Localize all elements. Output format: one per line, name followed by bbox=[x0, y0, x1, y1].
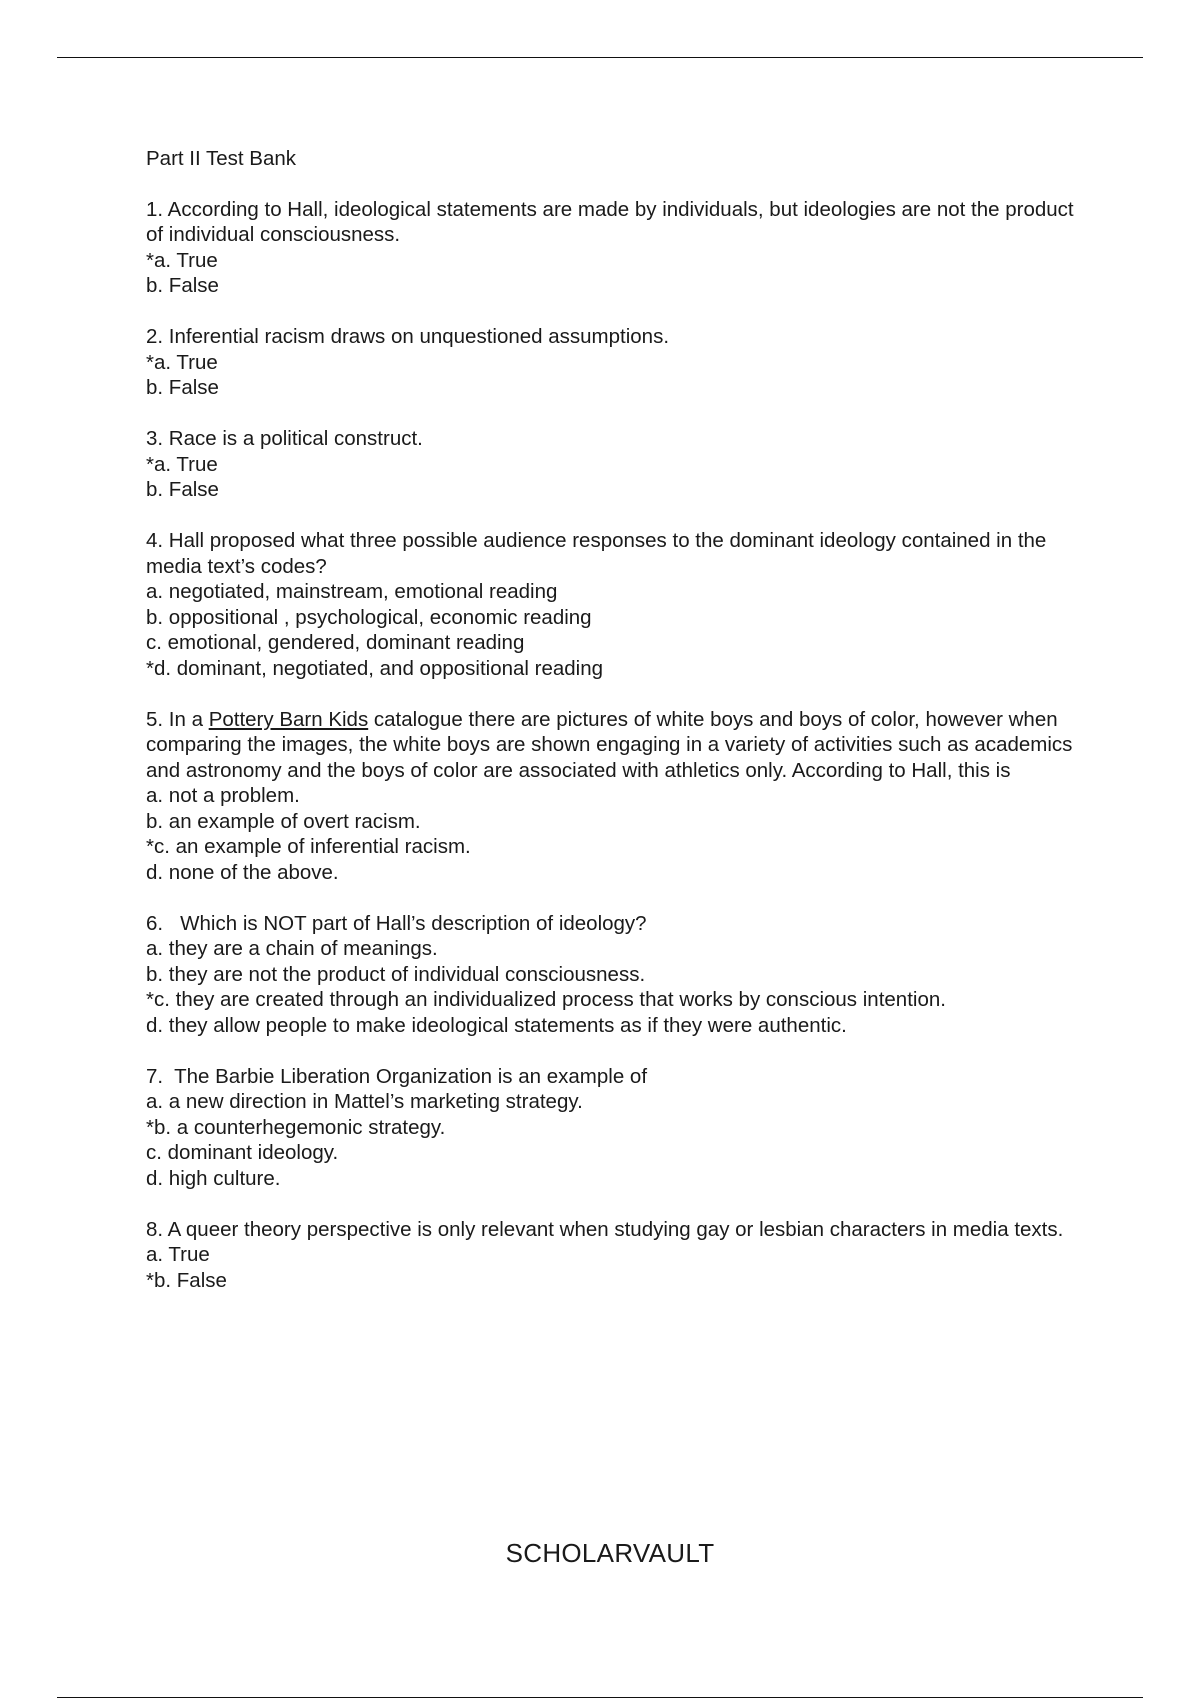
answer-options bbox=[146, 350, 1086, 401]
answer-option: b. False bbox=[146, 274, 219, 297]
answer-options bbox=[146, 248, 1086, 299]
answer-option: *a. True bbox=[146, 248, 218, 272]
answer-option: d. high culture. bbox=[146, 1166, 281, 1190]
question-6 bbox=[146, 911, 1086, 1039]
answer-option: *c. an example of inferential racism. bbox=[146, 835, 471, 858]
question-text: 8. A queer theory perspective is only relevant when studying gay or lesbian characters in media texts. bbox=[146, 1217, 1064, 1241]
answer-option: d. they allow people to make ideological statements as if they were authentic. bbox=[146, 1013, 847, 1037]
answer-option: b. False bbox=[146, 478, 219, 501]
answer-option: *c. they are created through an individualized process that works by conscious intention. bbox=[146, 988, 946, 1011]
question-text: 1. According to Hall, ideological statements are made by individuals, but ideologies are not the product of individual consciousness. bbox=[146, 197, 1074, 246]
answer-options bbox=[146, 783, 1086, 885]
answer-option: c. emotional, gendered, dominant reading bbox=[146, 631, 525, 654]
answer-options bbox=[146, 936, 1086, 1038]
answer-option: a. they are a chain of meanings. bbox=[146, 937, 438, 960]
question-text-suffix: catalogue there are pictures of white boys and boys of color, however when comparing the images, the white boys are shown engaging in a variety of activities such as academics and astronomy and the boys of color are associated with athletics only. According to Hall, this is bbox=[146, 707, 1073, 782]
answer-option: *a. True bbox=[146, 350, 218, 374]
bottom-divider bbox=[57, 1697, 1143, 1698]
document-body bbox=[146, 146, 1086, 1319]
answer-option: b. an example of overt racism. bbox=[146, 809, 421, 833]
answer-option: b. False bbox=[146, 376, 219, 399]
answer-options bbox=[146, 579, 1086, 681]
answer-option: b. oppositional , psychological, economic reading bbox=[146, 605, 592, 629]
answer-option: *d. dominant, negotiated, and oppositional reading bbox=[146, 656, 604, 680]
answer-option: a. negotiated, mainstream, emotional reading bbox=[146, 580, 558, 603]
answer-option: a. a new direction in Mattel’s marketing strategy. bbox=[146, 1090, 583, 1113]
question-1 bbox=[146, 197, 1086, 299]
answer-option: b. they are not the product of individual consciousness. bbox=[146, 962, 646, 986]
question-text bbox=[146, 707, 1086, 784]
question-text: 6. Which is NOT part of Hall’s description of ideology? bbox=[146, 911, 647, 935]
catalogue-title: Pottery Barn Kids bbox=[208, 707, 369, 731]
answer-options bbox=[146, 1242, 1086, 1293]
answer-options bbox=[146, 1089, 1086, 1191]
footer-brand: SCHOLARVAULT bbox=[505, 1538, 715, 1568]
question-text: 4. Hall proposed what three possible audience responses to the dominant ideology contained in the media text’s codes? bbox=[146, 529, 1047, 578]
question-3 bbox=[146, 426, 1086, 503]
question-7 bbox=[146, 1064, 1086, 1192]
answer-option: *b. False bbox=[146, 1268, 227, 1292]
question-2 bbox=[146, 324, 1086, 401]
question-4 bbox=[146, 528, 1086, 681]
top-divider bbox=[57, 57, 1143, 58]
question-text: 3. Race is a political construct. bbox=[146, 427, 423, 450]
question-text: 2. Inferential racism draws on unquestioned assumptions. bbox=[146, 325, 670, 348]
answer-option: a. True bbox=[146, 1243, 210, 1266]
question-5 bbox=[146, 707, 1086, 886]
answer-option: *b. a counterhegemonic strategy. bbox=[146, 1115, 446, 1139]
answer-option: a. not a problem. bbox=[146, 784, 300, 807]
document-title: Part II Test Bank bbox=[146, 147, 297, 170]
answer-option: d. none of the above. bbox=[146, 860, 339, 884]
answer-option: c. dominant ideology. bbox=[146, 1141, 339, 1164]
question-text: 7. The Barbie Liberation Organization is an example of bbox=[146, 1064, 648, 1088]
answer-option: *a. True bbox=[146, 452, 218, 476]
question-8 bbox=[146, 1217, 1086, 1294]
answer-options bbox=[146, 452, 1086, 503]
question-text-prefix: 5. In a bbox=[146, 707, 209, 731]
